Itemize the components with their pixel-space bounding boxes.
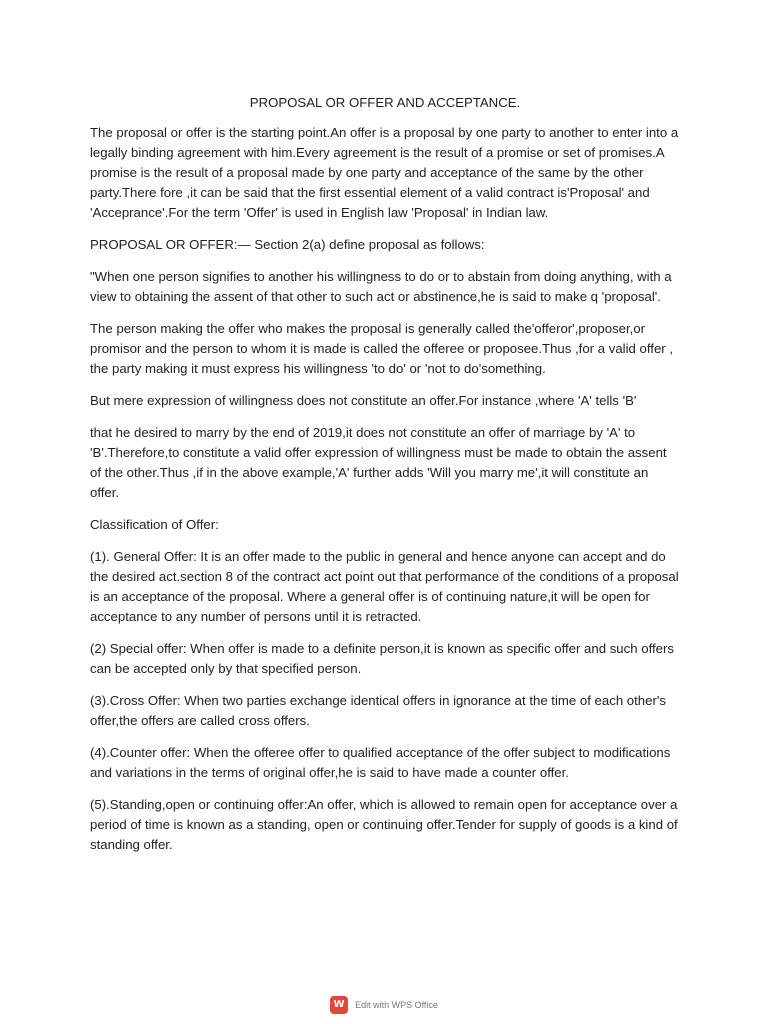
paragraph-intro: The proposal or offer is the starting point.An offer is a proposal by one party to another to enter into a legally binding agreement with him.Every agreement is the result of a promise or set of promises.A promise is the result of a proposal made by one party and acceptance of the same by the other party.There fore ,it can be said that the first essential element of a valid contract is'Proposal' and 'Acceprance'.For the term 'Offer' is used in English law 'Proposal' in Indian law. — [90, 125, 679, 220]
paragraph-special-offer: (2) Special offer: When offer is made to a definite person,it is known as specific offer and such offers can be accepted only by that specified person. — [90, 641, 674, 676]
paragraph-offeror: The person making the offer who makes the proposal is generally called the'offeror',proposer,or promisor and the person to whom it is made is called the offeree or proposee.Thus ,for a valid offer , the party making it must express his willingness 'to do' or 'not to do'something. — [90, 321, 673, 376]
paragraph-classification-heading: Classification of Offer: — [90, 517, 219, 532]
wps-footer-text: Edit with WPS Office — [355, 1000, 438, 1010]
document-body — [90, 93, 680, 867]
paragraph-standing-offer: (5).Standing,open or continuing offer:An offer, which is allowed to remain open for acceptance over a period of time is known as a standing, open or continuing offer.Tender for supply of goods is a kind of standing offer. — [90, 797, 678, 852]
paragraph-cross-offer: (3).Cross Offer: When two parties exchange identical offers in ignorance at the time of each other's offer,the offers are called cross offers. — [90, 693, 666, 728]
paragraph-section-heading: PROPOSAL OR OFFER:— Section 2(a) define proposal as follows: — [90, 237, 485, 252]
paragraph-definition-quote: "When one person signifies to another his willingness to do or to abstain from doing anything, with a view to obtaining the assent of that other to such act or abstinence,he is said to make q 'proposal'. — [90, 269, 672, 304]
paragraph-willingness: But mere expression of willingness does not constitute an offer.For instance ,where 'A' tells 'B' — [90, 393, 637, 408]
paragraph-counter-offer: (4).Counter offer: When the offeree offer to qualified acceptance of the offer subject to modifications and variations in the terms of original offer,he is said to have made a counter offer. — [90, 745, 671, 780]
paragraph-general-offer: (1). General Offer: It is an offer made to the public in general and hence anyone can accept and do the desired act.section 8 of the contract act point out that performance of the conditions of a proposal is an acceptance of the proposal. Where a general offer is of continuing nature,it will be open for acceptance to any number of persons until it is retracted. — [90, 549, 679, 624]
wps-footer-link[interactable] — [0, 996, 768, 1014]
document-title: PROPOSAL OR OFFER AND ACCEPTANCE. — [249, 95, 521, 110]
wps-logo-icon: W — [330, 996, 348, 1014]
paragraph-marriage-example: that he desired to marry by the end of 2019,it does not constitute an offer of marriage by 'A' to 'B'.Therefore,to constitute a valid offer expression of willingness must be made to obtain the assent of the other.Thus ,if in the above example,'A' further adds 'Will you marry me',it will constitute an offer. — [90, 425, 667, 500]
